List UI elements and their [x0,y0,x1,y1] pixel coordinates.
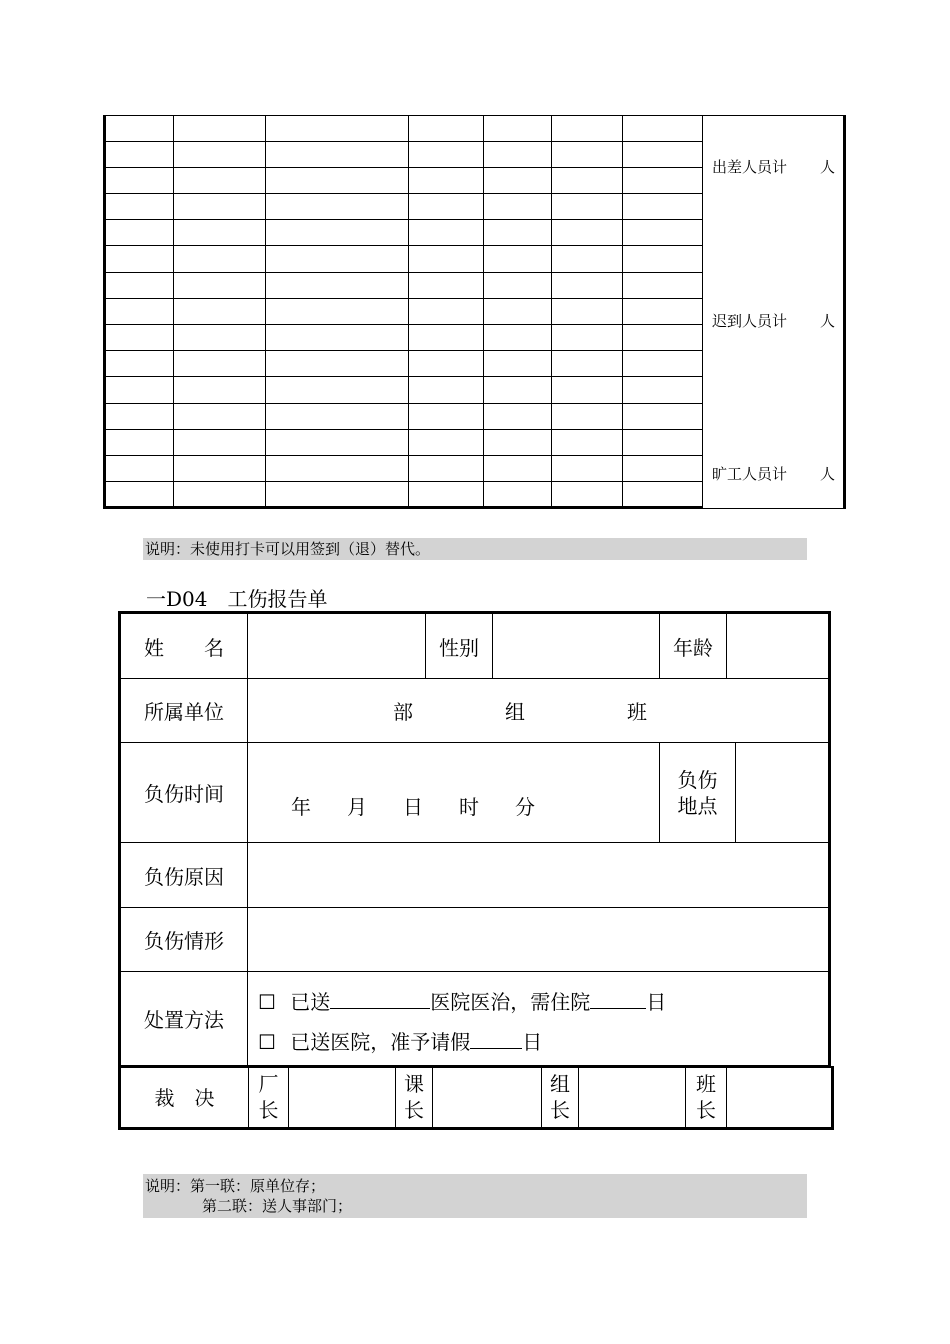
verdict-row [118,1066,834,1130]
group-leader-label: 组 长 [550,1071,570,1122]
name-field[interactable] [248,614,425,678]
absent-count: 旷工人员计 人 [712,465,835,483]
unit-label: 所属单位 [144,700,224,724]
late-count: 迟到人员计 人 [712,312,835,330]
checkbox-icon[interactable]: ☐ [258,1030,276,1054]
time-hour: 时 [459,795,479,819]
cause-field[interactable] [248,843,828,907]
group-leader-signature[interactable] [579,1066,685,1127]
injury-report-table [118,611,831,1068]
time-day: 日 [403,795,423,819]
hospital-name-blank[interactable] [330,990,430,1009]
time-label: 负伤时间 [144,782,224,806]
cause-label: 负伤原因 [144,864,224,889]
time-field[interactable] [248,743,659,842]
time-month: 月 [347,795,367,819]
hospital-days-blank[interactable] [590,990,646,1009]
shift-leader-label: 班 长 [696,1071,716,1122]
shift-leader-signature[interactable] [727,1066,831,1127]
age-label: 年龄 [673,635,713,660]
unit-shift: 班 [627,700,647,724]
factory-chief-signature[interactable] [289,1066,395,1127]
name-label: 姓 名 [144,635,224,660]
method-label: 处置方法 [144,1008,224,1032]
gender-field[interactable] [493,614,659,678]
gender-label: 性别 [439,635,479,660]
unit-dept: 部 [393,700,413,724]
place-label: 负伤 地点 [677,767,718,818]
attendance-summary [702,115,846,509]
verdict-label: 裁 决 [154,1086,215,1110]
attendance-grid [103,115,703,509]
section-chief-label: 课 长 [404,1071,424,1122]
situation-label: 负伤情形 [144,929,224,953]
method-option-leave[interactable]: ☐ 已送医院，准予请假 日 [258,1030,543,1054]
method-option-hospital[interactable]: ☐ 已送 医院医治，需住院 日 [258,990,667,1014]
attendance-note: 说明：未使用打卡可以用签到（退）替代。 [143,538,807,560]
time-minute: 分 [515,795,535,819]
unit-group: 组 [505,700,525,724]
copy-note-line1: 说明：第一联：原单位存； [145,1177,326,1195]
leave-days-blank[interactable] [470,1030,522,1049]
section-chief-signature[interactable] [433,1066,541,1127]
method-field [248,972,828,1065]
place-field[interactable] [736,743,828,842]
business-trip-count: 出差人员计 人 [712,158,835,176]
checkbox-icon[interactable]: ☐ [258,990,276,1014]
form-title: 一D04 工伤报告单 [146,587,328,611]
factory-chief-label: 厂 长 [258,1071,279,1122]
age-field[interactable] [727,614,828,678]
copy-note-line2: 第二联：送人事部门； [202,1197,353,1215]
situation-field[interactable] [248,908,828,971]
time-year: 年 [291,795,311,819]
copy-note [143,1174,807,1218]
unit-field[interactable] [248,679,828,742]
